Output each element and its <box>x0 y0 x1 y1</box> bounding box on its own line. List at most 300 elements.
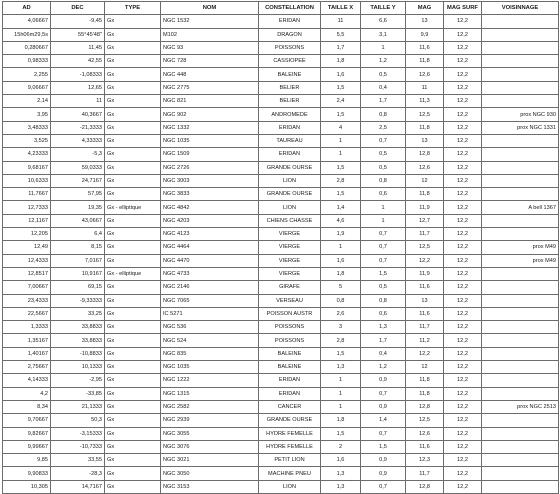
cell-taille-x[interactable]: 1,5 <box>321 188 361 201</box>
cell-constellation[interactable]: VIERGE <box>259 228 321 241</box>
cell-mag-surf[interactable]: 12,2 <box>444 414 482 427</box>
cell-nom[interactable]: NGC 1222 <box>161 374 259 387</box>
cell-taille-x[interactable]: 1 <box>321 387 361 400</box>
cell-taille-y[interactable]: 0,7 <box>361 134 406 147</box>
cell-nom[interactable]: NGC 3050 <box>161 467 259 480</box>
cell-mag-surf[interactable]: 12,2 <box>444 454 482 467</box>
cell-dec[interactable]: -21,3333 <box>51 121 105 134</box>
cell-dec[interactable]: 6,4 <box>51 228 105 241</box>
cell-type[interactable]: Gx <box>105 108 161 121</box>
cell-nom[interactable]: NGC 4470 <box>161 254 259 267</box>
cell-constellation[interactable]: LION <box>259 480 321 493</box>
cell-type[interactable]: Gx <box>105 228 161 241</box>
cell-constellation[interactable]: POISSONS <box>259 41 321 54</box>
cell-constellation[interactable]: ERIDAN <box>259 148 321 161</box>
cell-dec[interactable]: 57,95 <box>51 188 105 201</box>
cell-taille-x[interactable]: 1,3 <box>321 467 361 480</box>
cell-taille-y[interactable]: 1 <box>361 214 406 227</box>
cell-taille-y[interactable]: 1,3 <box>361 321 406 334</box>
cell-taille-x[interactable]: 2 <box>321 440 361 453</box>
cell-ad[interactable]: 2,255 <box>3 68 51 81</box>
cell-mag[interactable]: 11,8 <box>406 374 444 387</box>
cell-mag[interactable]: 11,7 <box>406 467 444 480</box>
cell-dec[interactable]: 21,1333 <box>51 400 105 413</box>
cell-nom[interactable]: NGC 2775 <box>161 81 259 94</box>
cell-ad[interactable]: 0,280667 <box>3 41 51 54</box>
cell-type[interactable]: Gx <box>105 15 161 28</box>
cell-dec[interactable]: -28,3 <box>51 467 105 480</box>
cell-taille-y[interactable]: 1,5 <box>361 267 406 280</box>
cell-nom[interactable]: NGC 1315 <box>161 387 259 400</box>
cell-nom[interactable]: NGC 3076 <box>161 440 259 453</box>
cell-voisinnage[interactable] <box>482 28 559 41</box>
cell-taille-x[interactable]: 4,6 <box>321 214 361 227</box>
cell-voisinnage[interactable] <box>482 440 559 453</box>
cell-taille-x[interactable]: 0,8 <box>321 294 361 307</box>
cell-constellation[interactable]: ERIDAN <box>259 121 321 134</box>
cell-mag-surf[interactable]: 12,2 <box>444 361 482 374</box>
cell-taille-x[interactable]: 1,5 <box>321 161 361 174</box>
cell-taille-x[interactable]: 2,8 <box>321 334 361 347</box>
cell-voisinnage[interactable]: prox NGC 930 <box>482 108 559 121</box>
cell-taille-y[interactable]: 1,7 <box>361 334 406 347</box>
cell-dec[interactable]: 33,25 <box>51 307 105 320</box>
cell-constellation[interactable]: ERIDAN <box>259 374 321 387</box>
cell-ad[interactable]: 12,49 <box>3 241 51 254</box>
cell-dec[interactable]: 12,65 <box>51 81 105 94</box>
cell-dec[interactable]: 55°45'48" <box>51 28 105 41</box>
cell-ad[interactable]: 23,4333 <box>3 294 51 307</box>
cell-mag-surf[interactable]: 12,2 <box>444 148 482 161</box>
cell-voisinnage[interactable] <box>482 214 559 227</box>
cell-ad[interactable]: 9,90833 <box>3 467 51 480</box>
cell-taille-y[interactable]: 0,9 <box>361 467 406 480</box>
cell-ad[interactable]: 9,85 <box>3 454 51 467</box>
cell-nom[interactable]: M102 <box>161 28 259 41</box>
cell-dec[interactable]: 33,55 <box>51 454 105 467</box>
cell-ad[interactable]: 9,06667 <box>3 81 51 94</box>
cell-taille-x[interactable]: 1,5 <box>321 427 361 440</box>
cell-type[interactable]: Gx <box>105 440 161 453</box>
cell-type[interactable]: Gx <box>105 321 161 334</box>
cell-mag[interactable]: 11,8 <box>406 121 444 134</box>
cell-dec[interactable]: -10,7333 <box>51 440 105 453</box>
cell-dec[interactable]: 43,0667 <box>51 214 105 227</box>
cell-taille-x[interactable]: 1 <box>321 148 361 161</box>
cell-dec[interactable]: 59,0333 <box>51 161 105 174</box>
cell-constellation[interactable]: CANCER <box>259 400 321 413</box>
cell-ad[interactable]: 3,95 <box>3 108 51 121</box>
cell-type[interactable]: Gx <box>105 467 161 480</box>
cell-ad[interactable]: 4,2 <box>3 387 51 400</box>
cell-ad[interactable]: 10,305 <box>3 480 51 493</box>
cell-voisinnage[interactable] <box>482 267 559 280</box>
cell-voisinnage[interactable] <box>482 228 559 241</box>
cell-taille-y[interactable]: 0,7 <box>361 480 406 493</box>
cell-dec[interactable]: 10,1333 <box>51 361 105 374</box>
cell-taille-x[interactable]: 1,8 <box>321 414 361 427</box>
cell-mag-surf[interactable]: 12,2 <box>444 228 482 241</box>
cell-nom[interactable]: NGC 728 <box>161 55 259 68</box>
cell-ad[interactable]: 3,525 <box>3 134 51 147</box>
cell-constellation[interactable]: GRANDE OURSE <box>259 188 321 201</box>
cell-type[interactable]: Gx <box>105 81 161 94</box>
cell-constellation[interactable]: VIERGE <box>259 241 321 254</box>
cell-ad[interactable]: 4,06667 <box>3 15 51 28</box>
cell-dec[interactable]: 8,15 <box>51 241 105 254</box>
cell-constellation[interactable]: TAUREAU <box>259 134 321 147</box>
cell-mag-surf[interactable]: 12,2 <box>444 374 482 387</box>
cell-taille-y[interactable]: 0,9 <box>361 374 406 387</box>
cell-mag[interactable]: 12,6 <box>406 68 444 81</box>
cell-ad[interactable]: 12,8517 <box>3 267 51 280</box>
cell-mag-surf[interactable]: 12,2 <box>444 480 482 493</box>
cell-taille-y[interactable]: 0,7 <box>361 228 406 241</box>
cell-mag-surf[interactable]: 12,2 <box>444 427 482 440</box>
cell-voisinnage[interactable] <box>482 387 559 400</box>
cell-voisinnage[interactable]: A bell 1367 <box>482 201 559 214</box>
cell-type[interactable]: Gx <box>105 148 161 161</box>
cell-type[interactable]: Gx <box>105 454 161 467</box>
cell-ad[interactable]: 2,75667 <box>3 361 51 374</box>
cell-type[interactable]: Gx - elliptique <box>105 201 161 214</box>
cell-nom[interactable]: NGC 3833 <box>161 188 259 201</box>
cell-voisinnage[interactable] <box>482 321 559 334</box>
cell-dec[interactable]: 10,9167 <box>51 267 105 280</box>
cell-mag[interactable]: 12,2 <box>406 254 444 267</box>
cell-mag[interactable]: 13 <box>406 294 444 307</box>
cell-type[interactable]: Gx <box>105 134 161 147</box>
cell-taille-y[interactable]: 0,4 <box>361 81 406 94</box>
cell-mag-surf[interactable]: 12,2 <box>444 254 482 267</box>
cell-taille-x[interactable]: 1,7 <box>321 41 361 54</box>
cell-dec[interactable]: -9,33333 <box>51 294 105 307</box>
cell-voisinnage[interactable] <box>482 334 559 347</box>
cell-mag-surf[interactable]: 12,2 <box>444 267 482 280</box>
cell-nom[interactable]: NGC 93 <box>161 41 259 54</box>
cell-mag[interactable]: 11,9 <box>406 267 444 280</box>
cell-dec[interactable]: 11 <box>51 95 105 108</box>
cell-taille-x[interactable]: 1 <box>321 134 361 147</box>
cell-nom[interactable]: NGC 4464 <box>161 241 259 254</box>
cell-taille-x[interactable]: 1,4 <box>321 201 361 214</box>
cell-taille-x[interactable]: 5 <box>321 281 361 294</box>
cell-taille-y[interactable]: 0,9 <box>361 400 406 413</box>
cell-constellation[interactable]: VERSEAU <box>259 294 321 307</box>
cell-type[interactable]: Gx <box>105 400 161 413</box>
cell-taille-y[interactable]: 1 <box>361 201 406 214</box>
cell-voisinnage[interactable] <box>482 361 559 374</box>
cell-voisinnage[interactable] <box>482 148 559 161</box>
cell-taille-x[interactable]: 1,6 <box>321 68 361 81</box>
cell-mag[interactable]: 11,7 <box>406 321 444 334</box>
cell-taille-x[interactable]: 3 <box>321 321 361 334</box>
cell-dec[interactable]: -33,85 <box>51 387 105 400</box>
cell-mag-surf[interactable]: 12,2 <box>444 201 482 214</box>
cell-taille-x[interactable]: 4 <box>321 121 361 134</box>
cell-mag-surf[interactable]: 12,2 <box>444 440 482 453</box>
cell-voisinnage[interactable] <box>482 95 559 108</box>
cell-taille-x[interactable]: 1,5 <box>321 81 361 94</box>
cell-constellation[interactable]: BALEINE <box>259 361 321 374</box>
cell-taille-y[interactable]: 0,9 <box>361 454 406 467</box>
cell-voisinnage[interactable] <box>482 281 559 294</box>
cell-constellation[interactable]: ANDROMEDE <box>259 108 321 121</box>
cell-voisinnage[interactable] <box>482 454 559 467</box>
cell-taille-y[interactable]: 1,5 <box>361 440 406 453</box>
cell-nom[interactable]: NGC 536 <box>161 321 259 334</box>
cell-constellation[interactable]: BELIER <box>259 81 321 94</box>
cell-voisinnage[interactable] <box>482 188 559 201</box>
cell-taille-x[interactable]: 1 <box>321 374 361 387</box>
cell-constellation[interactable]: GRANDE OURSE <box>259 161 321 174</box>
cell-ad[interactable]: 4,23333 <box>3 148 51 161</box>
cell-ad[interactable]: 12,7333 <box>3 201 51 214</box>
cell-mag[interactable]: 11,3 <box>406 95 444 108</box>
cell-ad[interactable]: 1,40167 <box>3 347 51 360</box>
cell-voisinnage[interactable] <box>482 174 559 187</box>
cell-nom[interactable]: NGC 2939 <box>161 414 259 427</box>
cell-ad[interactable]: 12,4333 <box>3 254 51 267</box>
cell-mag-surf[interactable]: 12,2 <box>444 387 482 400</box>
cell-taille-y[interactable]: 0,5 <box>361 281 406 294</box>
cell-constellation[interactable]: CHIENS CHASSE <box>259 214 321 227</box>
cell-taille-x[interactable]: 1,8 <box>321 267 361 280</box>
cell-type[interactable]: Gx <box>105 281 161 294</box>
cell-ad[interactable]: 12,205 <box>3 228 51 241</box>
cell-ad[interactable]: 4,14333 <box>3 374 51 387</box>
cell-nom[interactable]: NGC 1035 <box>161 134 259 147</box>
cell-mag-surf[interactable]: 12,2 <box>444 134 482 147</box>
cell-nom[interactable]: NGC 448 <box>161 68 259 81</box>
cell-taille-y[interactable]: 2,5 <box>361 121 406 134</box>
cell-mag[interactable]: 12,3 <box>406 454 444 467</box>
cell-ad[interactable]: 9,68167 <box>3 161 51 174</box>
cell-type[interactable]: Gx <box>105 241 161 254</box>
cell-mag-surf[interactable]: 12,2 <box>444 294 482 307</box>
cell-constellation[interactable]: GIRAFE <box>259 281 321 294</box>
cell-constellation[interactable]: DRAGON <box>259 28 321 41</box>
cell-constellation[interactable]: HYDRE FEMELLE <box>259 427 321 440</box>
cell-taille-x[interactable]: 1,6 <box>321 454 361 467</box>
cell-taille-y[interactable]: 1,7 <box>361 95 406 108</box>
cell-voisinnage[interactable] <box>482 374 559 387</box>
cell-taille-x[interactable]: 1,3 <box>321 361 361 374</box>
cell-mag-surf[interactable]: 12,2 <box>444 188 482 201</box>
cell-ad[interactable]: 9,82667 <box>3 427 51 440</box>
cell-mag-surf[interactable]: 12,2 <box>444 334 482 347</box>
cell-constellation[interactable]: BELIER <box>259 95 321 108</box>
cell-taille-x[interactable]: 1,5 <box>321 347 361 360</box>
cell-nom[interactable]: NGC 2726 <box>161 161 259 174</box>
cell-mag-surf[interactable]: 12,2 <box>444 161 482 174</box>
cell-mag-surf[interactable]: 12,2 <box>444 121 482 134</box>
cell-taille-x[interactable]: 1,9 <box>321 228 361 241</box>
cell-type[interactable]: Gx <box>105 55 161 68</box>
cell-mag[interactable]: 12,7 <box>406 214 444 227</box>
cell-mag-surf[interactable]: 12,2 <box>444 95 482 108</box>
cell-nom[interactable]: NGC 4842 <box>161 201 259 214</box>
cell-dec[interactable]: -1,08333 <box>51 68 105 81</box>
cell-taille-x[interactable]: 2,4 <box>321 95 361 108</box>
cell-ad[interactable]: 3,48333 <box>3 121 51 134</box>
cell-constellation[interactable]: MACHINE PNEU <box>259 467 321 480</box>
cell-mag[interactable]: 12,8 <box>406 400 444 413</box>
cell-taille-x[interactable]: 2,6 <box>321 307 361 320</box>
cell-voisinnage[interactable] <box>482 427 559 440</box>
cell-mag-surf[interactable]: 12,2 <box>444 281 482 294</box>
cell-type[interactable]: Gx <box>105 214 161 227</box>
cell-dec[interactable]: 24,7167 <box>51 174 105 187</box>
cell-type[interactable]: Gx <box>105 68 161 81</box>
cell-voisinnage[interactable] <box>482 347 559 360</box>
cell-constellation[interactable]: POISSON AUSTR <box>259 307 321 320</box>
cell-constellation[interactable]: POISSONS <box>259 334 321 347</box>
cell-type[interactable]: Gx <box>105 334 161 347</box>
cell-voisinnage[interactable]: prox NGC 1331 <box>482 121 559 134</box>
cell-nom[interactable]: NGC 3021 <box>161 454 259 467</box>
cell-dec[interactable]: 42,55 <box>51 55 105 68</box>
cell-mag-surf[interactable]: 12,2 <box>444 307 482 320</box>
cell-mag-surf[interactable]: 12,2 <box>444 321 482 334</box>
cell-type[interactable]: Gx <box>105 414 161 427</box>
cell-mag[interactable]: 12 <box>406 174 444 187</box>
cell-nom[interactable]: NGC 524 <box>161 334 259 347</box>
cell-mag[interactable]: 12,8 <box>406 148 444 161</box>
cell-ad[interactable]: 7,00667 <box>3 281 51 294</box>
cell-dec[interactable]: -2,95 <box>51 374 105 387</box>
cell-mag[interactable]: 11,6 <box>406 307 444 320</box>
cell-dec[interactable]: -5,3 <box>51 148 105 161</box>
cell-taille-y[interactable]: 0,8 <box>361 108 406 121</box>
cell-mag-surf[interactable]: 12,2 <box>444 347 482 360</box>
cell-dec[interactable]: 50,3 <box>51 414 105 427</box>
cell-type[interactable]: Gx <box>105 28 161 41</box>
cell-voisinnage[interactable] <box>482 161 559 174</box>
cell-nom[interactable]: NGC 1532 <box>161 15 259 28</box>
cell-mag[interactable]: 11,8 <box>406 188 444 201</box>
cell-nom[interactable]: NGC 3153 <box>161 480 259 493</box>
cell-dec[interactable]: 7,0167 <box>51 254 105 267</box>
cell-dec[interactable]: 4,33333 <box>51 134 105 147</box>
cell-voisinnage[interactable] <box>482 81 559 94</box>
cell-taille-y[interactable]: 1 <box>361 41 406 54</box>
cell-nom[interactable]: NGC 4123 <box>161 228 259 241</box>
cell-mag-surf[interactable]: 12,2 <box>444 174 482 187</box>
cell-voisinnage[interactable] <box>482 68 559 81</box>
cell-type[interactable]: Gx <box>105 188 161 201</box>
cell-constellation[interactable]: CASSIOPEE <box>259 55 321 68</box>
cell-type[interactable]: Gx <box>105 121 161 134</box>
cell-taille-x[interactable]: 11 <box>321 15 361 28</box>
cell-mag-surf[interactable]: 12,2 <box>444 400 482 413</box>
cell-nom[interactable]: NGC 2582 <box>161 400 259 413</box>
cell-taille-y[interactable]: 0,6 <box>361 307 406 320</box>
cell-ad[interactable]: 1,3333 <box>3 321 51 334</box>
cell-taille-y[interactable]: 0,5 <box>361 161 406 174</box>
cell-nom[interactable]: NGC 4203 <box>161 214 259 227</box>
cell-nom[interactable]: NGC 1332 <box>161 121 259 134</box>
cell-voisinnage[interactable]: prox M49 <box>482 241 559 254</box>
cell-type[interactable]: Gx <box>105 174 161 187</box>
cell-dec[interactable]: 14,7167 <box>51 480 105 493</box>
cell-constellation[interactable]: BALEINE <box>259 347 321 360</box>
cell-constellation[interactable]: LION <box>259 174 321 187</box>
cell-type[interactable]: Gx <box>105 95 161 108</box>
cell-constellation[interactable]: PETIT LION <box>259 454 321 467</box>
cell-mag-surf[interactable]: 12,2 <box>444 28 482 41</box>
cell-taille-y[interactable]: 0,7 <box>361 254 406 267</box>
cell-ad[interactable]: 11,7667 <box>3 188 51 201</box>
cell-mag[interactable]: 12,5 <box>406 241 444 254</box>
cell-type[interactable]: Gx <box>105 307 161 320</box>
cell-dec[interactable]: 40,3667 <box>51 108 105 121</box>
cell-type[interactable]: Gx <box>105 41 161 54</box>
cell-type[interactable]: Gx <box>105 294 161 307</box>
cell-nom[interactable]: NGC 1035 <box>161 361 259 374</box>
cell-dec[interactable]: 33,8833 <box>51 321 105 334</box>
cell-constellation[interactable]: VIERGE <box>259 254 321 267</box>
cell-taille-y[interactable]: 0,6 <box>361 188 406 201</box>
cell-mag[interactable]: 11,6 <box>406 440 444 453</box>
cell-mag[interactable]: 12,8 <box>406 480 444 493</box>
cell-voisinnage[interactable]: prox NGC 2513 <box>482 400 559 413</box>
cell-ad[interactable]: 10,6333 <box>3 174 51 187</box>
cell-mag[interactable]: 11,8 <box>406 55 444 68</box>
cell-type[interactable]: Gx <box>105 254 161 267</box>
cell-type[interactable]: Gx <box>105 347 161 360</box>
cell-taille-x[interactable]: 2,8 <box>321 174 361 187</box>
cell-mag[interactable]: 11,6 <box>406 41 444 54</box>
cell-mag[interactable]: 11,9 <box>406 201 444 214</box>
cell-voisinnage[interactable] <box>482 15 559 28</box>
cell-taille-y[interactable]: 0,4 <box>361 347 406 360</box>
cell-nom[interactable]: NGC 835 <box>161 347 259 360</box>
cell-mag-surf[interactable]: 12,2 <box>444 467 482 480</box>
cell-ad[interactable]: 8,34 <box>3 400 51 413</box>
cell-dec[interactable]: -10,8833 <box>51 347 105 360</box>
cell-taille-y[interactable]: 1,2 <box>361 361 406 374</box>
cell-voisinnage[interactable]: prox M49 <box>482 254 559 267</box>
cell-type[interactable]: Gx - elliptique <box>105 267 161 280</box>
cell-nom[interactable]: NGC 3055 <box>161 427 259 440</box>
cell-nom[interactable]: NGC 821 <box>161 95 259 108</box>
cell-nom[interactable]: NGC 2146 <box>161 281 259 294</box>
cell-mag-surf[interactable]: 12,2 <box>444 214 482 227</box>
cell-taille-x[interactable]: 1 <box>321 241 361 254</box>
cell-mag-surf[interactable]: 12,2 <box>444 81 482 94</box>
cell-ad[interactable]: 12,1167 <box>3 214 51 227</box>
cell-constellation[interactable]: HYDRE FEMELLE <box>259 440 321 453</box>
cell-type[interactable]: Gx <box>105 161 161 174</box>
cell-taille-y[interactable]: 0,7 <box>361 387 406 400</box>
cell-ad[interactable]: 22,5667 <box>3 307 51 320</box>
cell-constellation[interactable]: GRANDE OURSE <box>259 414 321 427</box>
cell-taille-x[interactable]: 1,6 <box>321 254 361 267</box>
cell-taille-x[interactable]: 1,3 <box>321 480 361 493</box>
cell-dec[interactable]: 19,35 <box>51 201 105 214</box>
cell-mag[interactable]: 12,5 <box>406 108 444 121</box>
cell-dec[interactable]: 11,45 <box>51 41 105 54</box>
cell-voisinnage[interactable] <box>482 480 559 493</box>
cell-dec[interactable]: 33,8833 <box>51 334 105 347</box>
cell-constellation[interactable]: BALEINE <box>259 68 321 81</box>
cell-nom[interactable]: NGC 4733 <box>161 267 259 280</box>
cell-dec[interactable]: 69,15 <box>51 281 105 294</box>
cell-taille-y[interactable]: 0,5 <box>361 68 406 81</box>
cell-voisinnage[interactable] <box>482 134 559 147</box>
cell-voisinnage[interactable] <box>482 294 559 307</box>
